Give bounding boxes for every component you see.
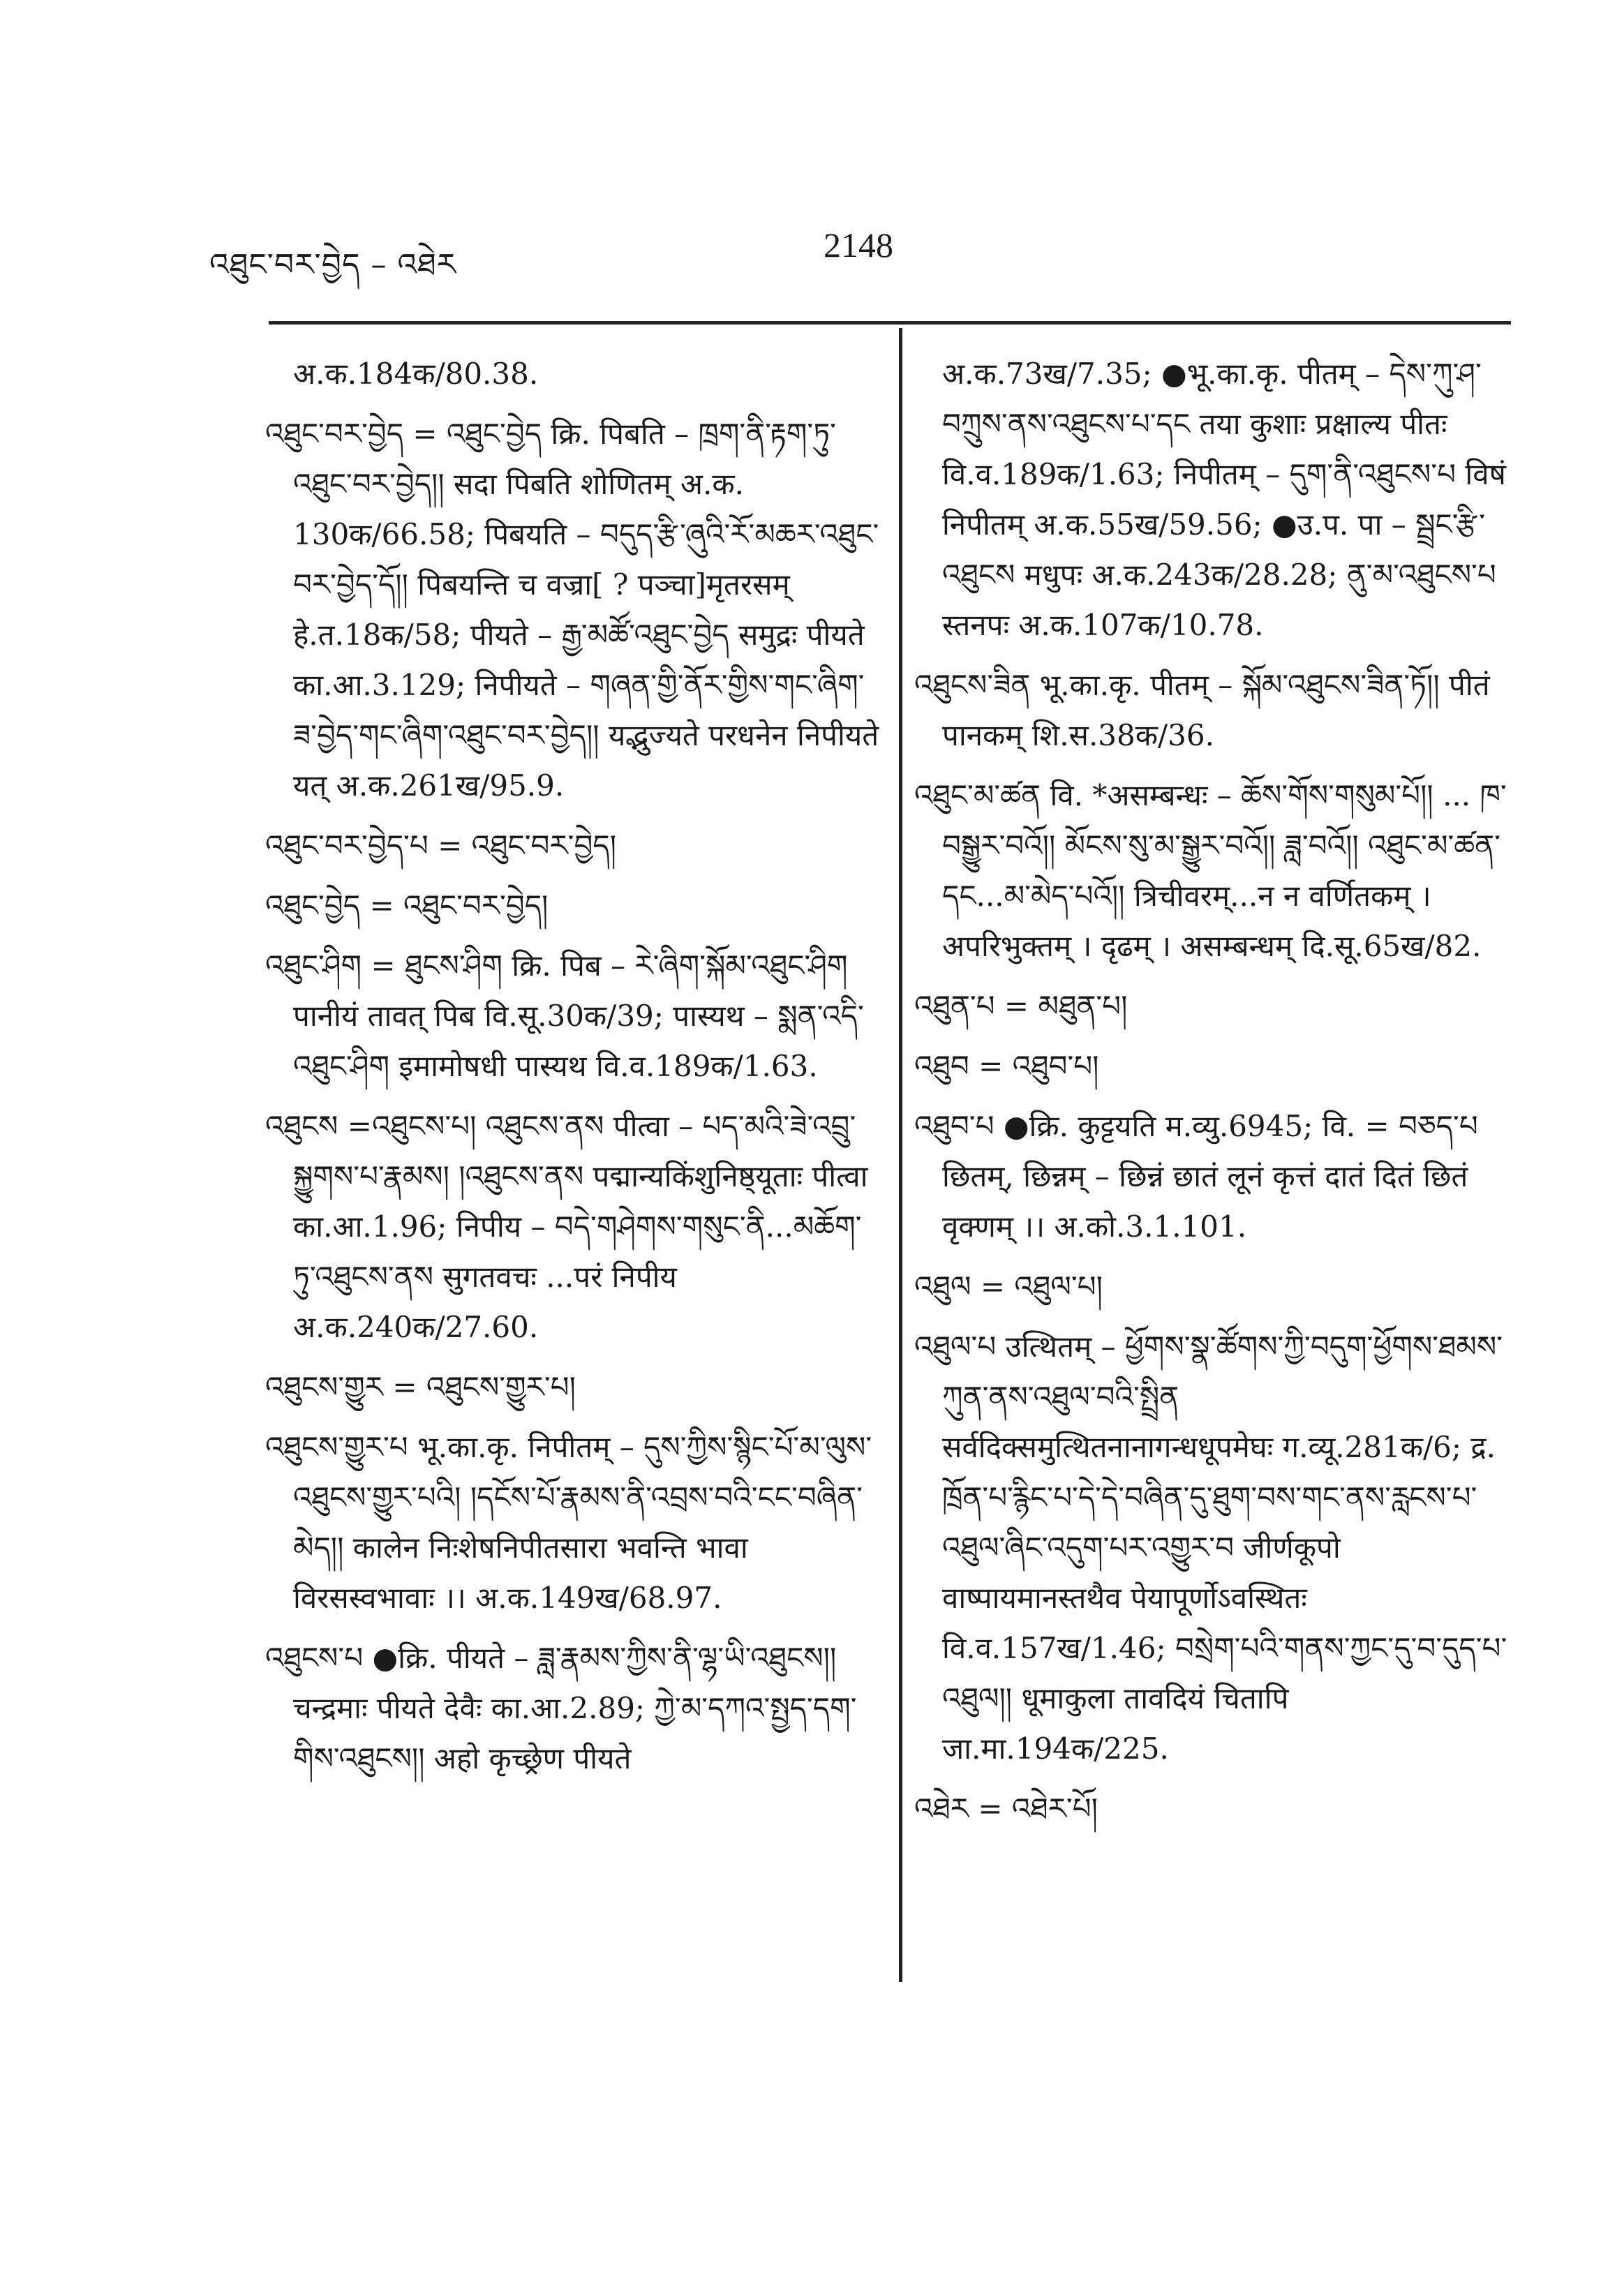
header-rule [269,321,1511,325]
dictionary-entry: འཐུང་བར་བྱེད = འཐུང་བྱེད क्रि. पिबति – ཁྲག་ནི་རྟག་ཏུ་འཐུང་བར་བྱེད།། सदा पिबति शोणितम् अ.क. 130क/66.58; पिबयति – བདུད་རྩི་ཞུའི་རོ་མཆར་འཐུང་བར་བྱེད་དོ།། पिबयन्ति च वज्रा[ ? पञ्चा]मृतरसम् हे.त.18क/58; पीयते – རྒྱ་མཚོ་འཐུང་བྱེད समुद्रः पीयते का.आ.3.129; निपीयते – གཞན་གྱི་ནོར་གྱིས་གང་ཞིག་ཟ་བྱེད་གང་ཞིག་འཐུང་བར་བྱེད།། यद्भुज्यते परधनेन निपीयते यत् अ.क.261ख/95.9. [265,417,879,803]
dictionary-entry: འཐུངས་ཟིན भू.का.कृ. पीतम् – སྐོམ་འཐུངས་ཟིན་ཏོ།། पीतं पानकम् शि.स.38क/36. [914,668,1490,752]
dictionary-entry: འཐུང་བར་བྱེད་པ = འཐུང་བར་བྱེད། [265,828,617,863]
dictionary-entry: འཐུང་ཤིག = ཐུངས་ཤིག क्रि. पिब – རེ་ཞིག་སྐོམ་འཐུང་ཤིག पानीयं तावत् पिब वि.सू.30क/39; पास्यथ – སྨན་འདི་འཐུང་ཤིག इमामोषधी पास्यथ वि.व.189क/1.63. [265,948,864,1083]
right-column [914,349,1514,1844]
running-head: འཐུང་བར་བྱེད – འཐེར [209,247,457,283]
dictionary-entry: འཐུན་པ = མཐུན་པ། [914,989,1128,1023]
dictionary-entry: འཐུང་མ་ཚན वि. *असम्बन्धः – ཆོས་གོས་གསུམ་པོ།། ... ཁ་བསྒྱུར་བའོ།། མོངས་སུ་མ་སྒྱུར་བའོ།། ཟླ་བའོ།། འཐུང་མ་ཚན་དང...མ་མེད་པའོ།། त्रिचीवरम्...न न वर्णितकम् । अपरिभुक्तम् । दृढम् । असम्बन्धम् दि.सू.65ख/82. [914,778,1507,963]
dictionary-entry: འཐུབ་པ ●क्रि. कुट्टयति म.व्यु.6945; वि. = བཅད་པ छितम्, छिन्नम् – छिन्नं छातं लूनं कृत्तं दातं दितं छितं वृक्णम् ।। अ.को.3.1.101. [914,1109,1478,1244]
dictionary-entry: འཐུངས་གྱུར་པ भू.का.कृ. निपीतम् – དུས་ཀྱིས་སྙིང་པོ་མ་ལུས་འཐུངས་གྱུར་པའི། །དངོས་པོ་རྣམས་ནི་འབྲས་བའི་ངང་བཞིན་མེད།། कालेन निःशेषनिपीतसारा भवन्ति भावा विरसस्वभावाः ।। अ.क.149ख/68.97. [265,1430,872,1615]
dictionary-entry: འཐུང་བྱེད = འཐུང་བར་བྱེད། [265,888,549,923]
dictionary-entry: अ.क.73ख/7.35; ●भू.का.कृ. पीतम् – དེས་ཀུ་ཤ་བཀྲུས་ནས་འཐུངས་པ་དང तया कुशाः प्रक्षाल्य पीतः वि.व.189क/1.63; निपीतम् – དུག་ནི་འཐུངས་པ विषं निपीतम् अ.क.55ख/59.56; ●उ.प. पा – སྦྲང་རྩི་འཐུངས मधुपः अ.क.243क/28.28; ནུ་མ་འཐུངས་པ स्तनपः अ.क.107क/10.78. [942,357,1506,642]
dictionary-entry: འཐུངས་གྱུར = འཐུངས་གྱུར་པ། [265,1370,576,1404]
dictionary-entry: འཐུབ = འཐུབ་པ། [914,1049,1099,1083]
dictionary-entry: अ.क.184क/80.38. [293,357,539,391]
dictionary-entry: འཐུངས་པ ●क्रि. पीयते – ཟླ་རྣམས་ཀྱིས་ནི་ལྷ་ཡི་འཐུངས།། चन्द्रमाः पीयते देवैः का.आ.2.89; ཀྱེ་མ་དཀའ་སྤྱད་དག་གིས་འཐུངས།། अहो कृच्छ्रेण पीयते [265,1641,857,1775]
dictionary-entry: འཐུངས =འཐུངས་པ། འཐུངས་ནས पीत्वा – པད་མའི་ཟེ་འབྲུ་སྐྱུགས་པ་རྣམས། །འཐུངས་ནས पद्मान्यकिंशुनिष्ठ्यूताः पीत्वा का.आ.1.96; निपीय – བདེ་གཤེགས་གསུང་ནི...མཆོག་ཏུ་འཐུངས་ནས सुगतवचः ...परं निपीय अ.क.240क/27.60. [265,1109,868,1344]
column-divider [899,328,902,1982]
dictionary-entry: འཐུལ = འཐུལ་པ། [914,1269,1103,1304]
left-column [265,349,879,1794]
page-number: 2148 [824,225,893,265]
dictionary-entry: འཐུལ་པ उत्थितम् – ཕྱོགས་སྣ་ཚོགས་ཀྱི་བདུག་ཕྱོགས་ཐམས་ཀུན་ནས་འཐུལ་བའི་སྤྲིན सर्वदिक्समुत्थितनानागन्धधूपमेघः ग.व्यू.281क/6; द्र. ཁྲོན་པ་རྙིང་པ་དེ་དེ་བཞིན་དུ་ཐུག་བས་གང་ནས་རླངས་པ་འཐུལ་ཞིང་འདུག་པར་འགྱུར་བ जीर्णकूपो वाष्पायमानस्तथैव पेयापूर्णोऽवस्थितः वि.व.157ख/1.46; བསྲེག་པའི་གནས་ཀྱང་དུ་བ་དུད་པ་འཐུལ།། धूमाकुला तावदियं चितापि जा.मा.194क/225. [914,1330,1507,1766]
dictionary-entry: འཐེར = འཐེར་པོ། [914,1792,1098,1826]
